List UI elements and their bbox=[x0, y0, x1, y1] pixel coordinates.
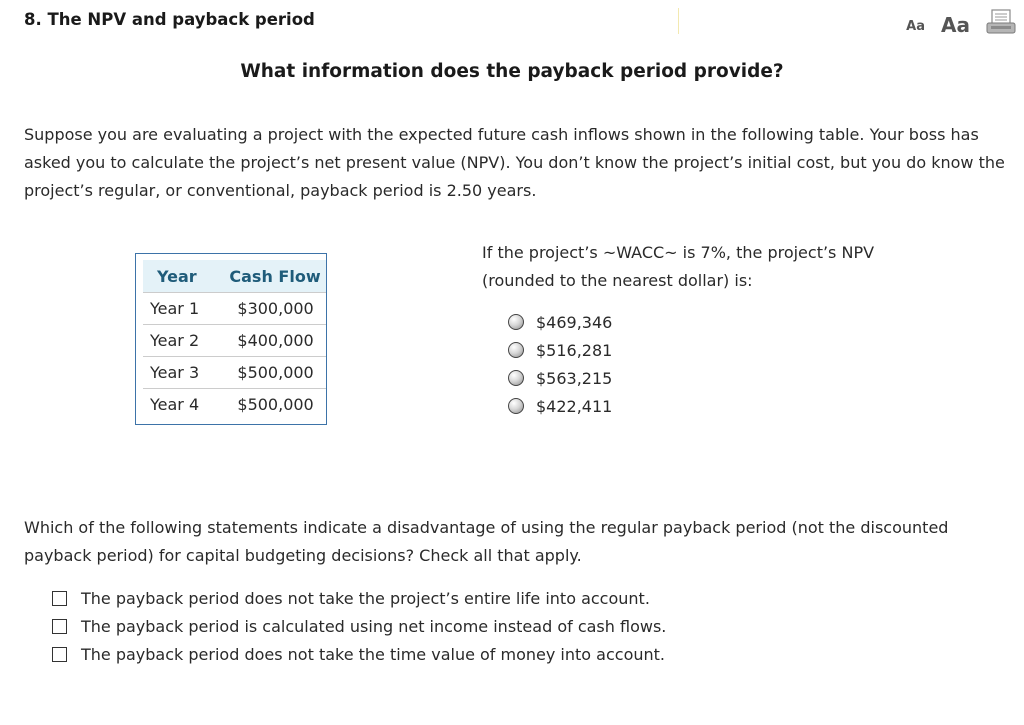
table-row bbox=[143, 357, 326, 389]
cash-flow-cell: $500,000 bbox=[223, 357, 326, 389]
disadvantage-option-label: The payback period does not take the time value of money into account. bbox=[81, 644, 665, 664]
checkbox[interactable] bbox=[52, 619, 67, 634]
print-icon[interactable] bbox=[986, 9, 1016, 35]
year-cell: Year 1 bbox=[143, 293, 223, 325]
checkbox[interactable] bbox=[52, 591, 67, 606]
question-subtitle: What information does the payback period provide? bbox=[240, 61, 784, 82]
npv-options bbox=[508, 308, 612, 420]
npv-option-label: $469,346 bbox=[536, 312, 613, 332]
increase-font-button[interactable]: Aa bbox=[941, 13, 970, 37]
npv-option[interactable] bbox=[508, 336, 612, 364]
disadvantage-option-label: The payback period does not take the project’s entire life into account. bbox=[81, 588, 650, 608]
npv-option[interactable] bbox=[508, 364, 612, 392]
disadvantage-question: Which of the following statements indicate a disadvantage of using the regular payback period (not the discounted payback period) for capital budgeting decisions? Check all that apply. bbox=[24, 518, 949, 565]
radio-button[interactable] bbox=[508, 398, 524, 414]
intro-paragraph: Suppose you are evaluating a project with the expected future cash inflows shown in the following table. Your boss has asked you to calculate the project’s net present value (NPV). You don’t know the project’s initial cost, but you do know the project’s regular, or conventional, payback period is 2.50 years. bbox=[24, 125, 1005, 200]
year-cell: Year 4 bbox=[143, 389, 223, 421]
npv-option[interactable] bbox=[508, 392, 612, 420]
table-header-row bbox=[143, 260, 326, 293]
cash-flow-table-box bbox=[135, 253, 327, 425]
cash-flow-cell: $500,000 bbox=[223, 389, 326, 421]
table-row bbox=[143, 293, 326, 325]
year-cell: Year 3 bbox=[143, 357, 223, 389]
npv-option-label: $422,411 bbox=[536, 396, 613, 416]
radio-button[interactable] bbox=[508, 370, 524, 386]
disadvantage-option[interactable] bbox=[52, 584, 666, 612]
npv-option[interactable] bbox=[508, 308, 612, 336]
year-cell: Year 2 bbox=[143, 325, 223, 357]
decrease-font-button[interactable]: Aa bbox=[906, 19, 926, 34]
npv-question bbox=[482, 239, 874, 295]
cash-flow-cell: $400,000 bbox=[223, 325, 326, 357]
npv-question-line-2: (rounded to the nearest dollar) is: bbox=[482, 271, 753, 290]
npv-option-label: $516,281 bbox=[536, 340, 613, 360]
cash-flow-table bbox=[143, 260, 326, 420]
disadvantage-option[interactable] bbox=[52, 640, 666, 668]
disadvantage-option-label: The payback period is calculated using net income instead of cash flows. bbox=[81, 616, 667, 636]
column-header-cash-flow: Cash Flow bbox=[223, 260, 326, 293]
divider bbox=[678, 8, 679, 34]
disadvantage-options bbox=[52, 584, 666, 668]
radio-button[interactable] bbox=[508, 314, 524, 330]
toolbar bbox=[906, 9, 1016, 35]
npv-option-label: $563,215 bbox=[536, 368, 613, 388]
radio-button[interactable] bbox=[508, 342, 524, 358]
table-row bbox=[143, 389, 326, 421]
checkbox[interactable] bbox=[52, 647, 67, 662]
cash-flow-cell: $300,000 bbox=[223, 293, 326, 325]
question-title: 8. The NPV and payback period bbox=[24, 10, 315, 29]
disadvantage-option[interactable] bbox=[52, 612, 666, 640]
column-header-year: Year bbox=[143, 260, 223, 293]
npv-question-line-1: If the project’s ~WACC~ is 7%, the project’s NPV bbox=[482, 243, 875, 262]
table-row bbox=[143, 325, 326, 357]
